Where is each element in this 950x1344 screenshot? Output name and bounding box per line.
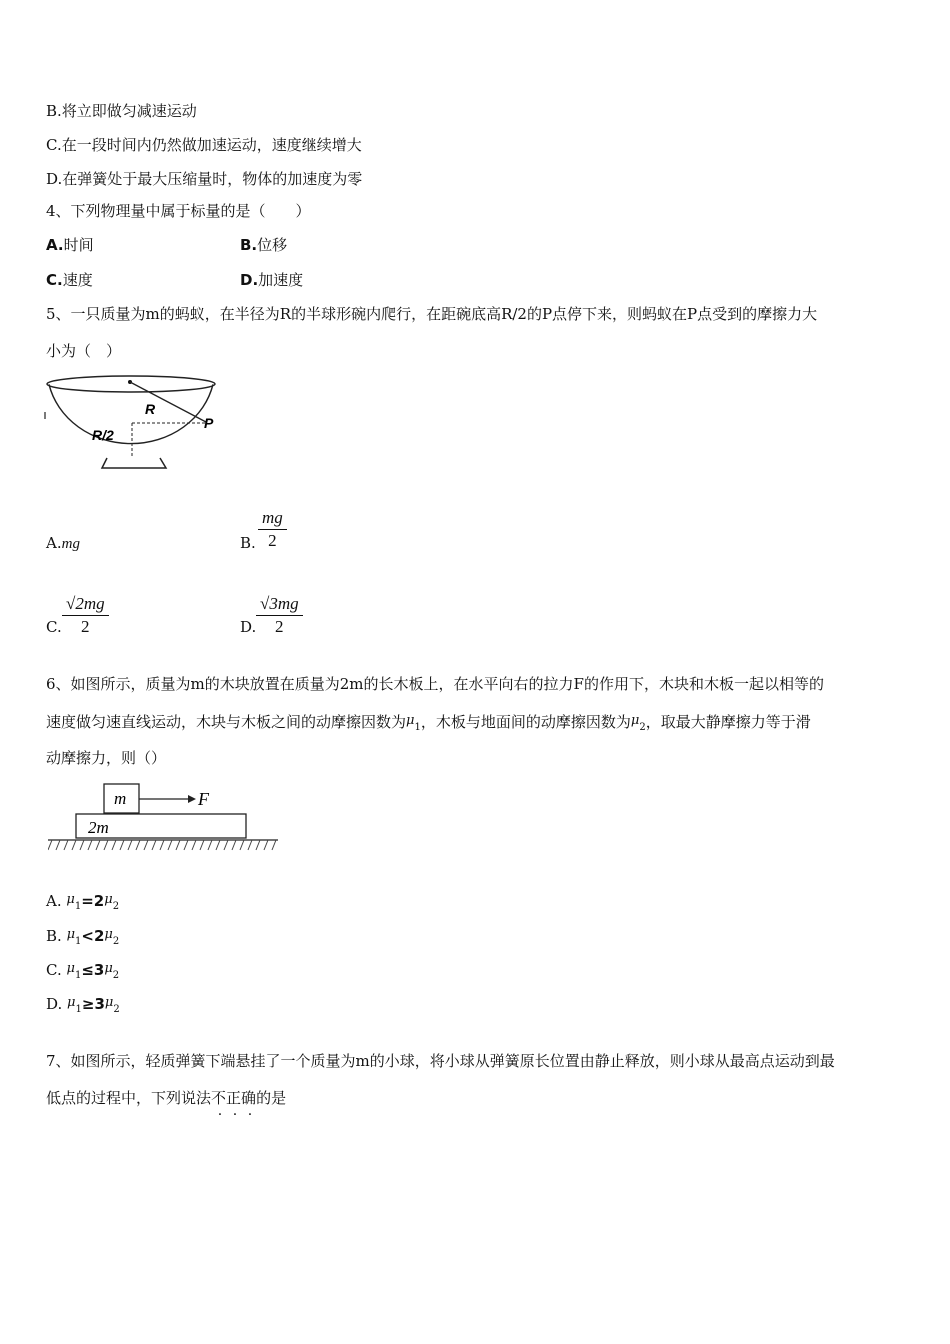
q6-stem-line2: 速度做匀速直线运动，木块与木板之间的动摩擦因数为$\mu_1$，木板与地面间的动摩擦因数为$\mu_2$，取最大静摩擦力等于滑 xyxy=(46,713,811,733)
q5-stem-line1: 5、一只质量为m的蚂蚁，在半径为R的半球形碗内爬行，在距碗底高R/2的P点停下来，则蚂蚁在P点受到的摩擦力大 xyxy=(46,305,818,323)
q4-option-c: C.速度 xyxy=(46,271,93,289)
bowl-point-p-label: P xyxy=(204,415,214,431)
q5-stem-line2: 小为（ ） xyxy=(46,342,122,360)
q6-stem-line1: 6、如图所示，质量为m的木块放置在质量为2m的长木板上，在水平向右的拉力F的作用下，木块和木板一起以相等的 xyxy=(46,675,824,693)
q5-option-c-fraction: $\frac{√2mg}{2}$ xyxy=(62,593,109,638)
force-f-label: F xyxy=(198,789,209,809)
q6-option-a: A. $\mu_1=2\mu_2$ xyxy=(46,892,120,912)
emphasis-char-1: 不 xyxy=(211,1089,227,1107)
board-mass-label: 2m xyxy=(88,818,109,837)
q6-option-b: B. $\mu_1<2\mu_2$ xyxy=(46,927,120,947)
q3-option-d: D.在弹簧处于最大压缩量时，物体的加速度为零 xyxy=(46,170,363,188)
emphasis-char-3: 确 xyxy=(241,1089,257,1107)
q4-stem: 4、下列物理量中属于标量的是（ ） xyxy=(46,202,311,220)
hemispherical-bowl-figure xyxy=(44,372,224,480)
q5-option-b-label: B. xyxy=(240,534,256,552)
q3-option-c: C.在一段时间内仍然做加速运动，速度继续增大 xyxy=(46,136,362,154)
q6-stem-line3: 动摩擦力，则（） xyxy=(46,749,167,767)
bowl-half-radius-label: R/2 xyxy=(92,427,114,443)
q4-option-d: D.加速度 xyxy=(240,271,304,289)
bowl-radius-label: R xyxy=(145,401,156,417)
q5-option-c-label: C. xyxy=(46,618,62,636)
block-on-board-figure xyxy=(48,782,280,854)
q6-option-c: C. $\mu_1\le 3\mu_2$ xyxy=(46,961,120,981)
q4-option-b: B.位移 xyxy=(240,236,288,254)
q5-option-d-label: D. xyxy=(240,618,257,636)
q6-option-d: D. $\mu_1\ge 3\mu_2$ xyxy=(46,995,120,1015)
q3-option-b: B.将立即做匀减速运动 xyxy=(46,102,197,120)
q7-stem-line2: 低点的过程中，下列说法不正确的是 xyxy=(46,1089,287,1107)
q5-option-b-fraction: $\frac{mg}{2}$ xyxy=(258,507,287,552)
q4-option-a: A.时间 xyxy=(46,236,94,254)
q5-option-d-fraction: $\frac{√3mg}{2}$ xyxy=(256,593,303,638)
emphasis-char-2: 正 xyxy=(226,1089,242,1107)
q7-stem-line1: 7、如图所示，轻质弹簧下端悬挂了一个质量为m的小球，将小球从弹簧原长位置由静止释放，则小球从最高点运动到最 xyxy=(46,1052,835,1070)
q5-option-a: A.mg xyxy=(46,534,80,552)
block-mass-label: m xyxy=(114,789,127,808)
